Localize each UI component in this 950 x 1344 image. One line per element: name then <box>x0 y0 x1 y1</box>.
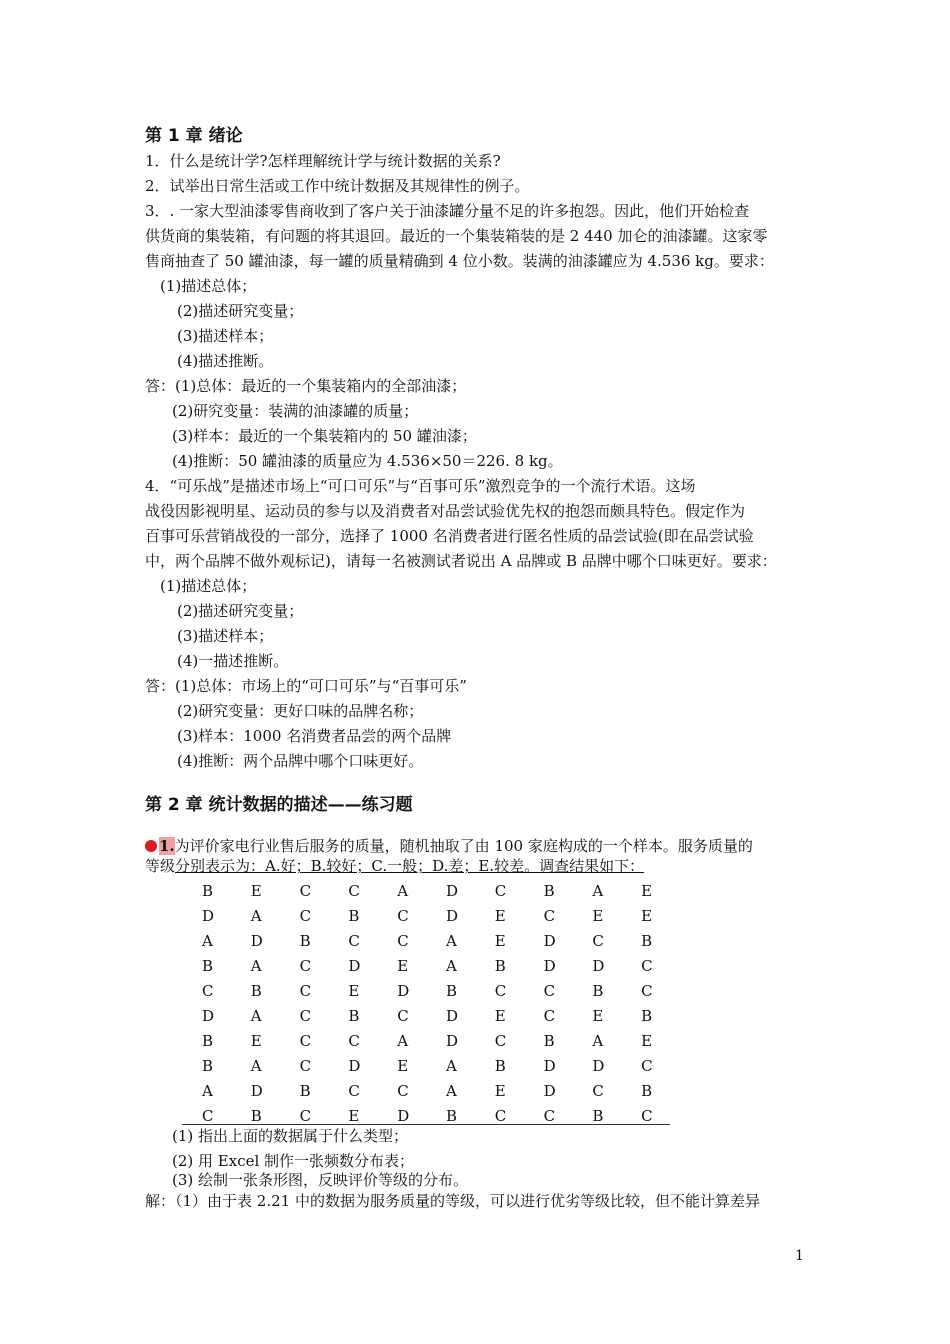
table-cell: B <box>641 931 653 950</box>
table-cell: E <box>250 1031 262 1050</box>
table-cell: C <box>299 1006 312 1025</box>
table-cell: E <box>592 1006 604 1025</box>
ch2-question-1-line1 <box>145 836 753 856</box>
table-cell: C <box>494 1031 507 1050</box>
table-cell: D <box>592 1056 605 1075</box>
table-cell: D <box>543 1056 556 1075</box>
table-cell: D <box>592 956 605 975</box>
ch1-question-1: 1．什么是统计学?怎样理解统计学与统计数据的关系? <box>145 152 501 170</box>
table-row <box>182 1053 670 1078</box>
table-cell: C <box>348 1031 360 1050</box>
table-cell: D <box>543 956 556 975</box>
table-cell: B <box>299 931 311 950</box>
table-cell: C <box>543 1006 556 1025</box>
ch1-q3-task: (2)描述研究变量； <box>177 302 304 320</box>
table-cell: E <box>494 931 506 950</box>
table-cell: B <box>592 981 604 1000</box>
question-text: 为评价家电行业售后服务的质量，随机抽取了由 100 家庭构成的一个样本。服务质量的 <box>174 837 753 855</box>
table-cell: E <box>592 906 604 925</box>
table-cell: D <box>445 1031 459 1050</box>
ch1-question-4-line: 4．“可乐战”是描述市场上“可口可乐”与“百事可乐”激烈竞争的一个流行术语。这场 <box>145 477 696 495</box>
chapter1-title: 第 1 章 绪论 <box>145 126 243 146</box>
table-cell: C <box>494 1106 507 1125</box>
page-number: 1 <box>795 1248 804 1264</box>
table-cell: A <box>445 931 457 950</box>
table-cell: D <box>397 981 410 1000</box>
table-cell: A <box>250 1006 262 1025</box>
table-row <box>182 878 670 903</box>
table-cell: C <box>299 956 312 975</box>
table-cell: C <box>202 1106 214 1125</box>
ch2-q1-task: (2) 用 Excel 制作一张频数分布表； <box>172 1152 415 1170</box>
ch2-q1-task: (3) 绘制一张条形图，反映评价等级的分布。 <box>172 1171 469 1189</box>
ch1-question-4-line: 百事可乐营销战役的一部分，选择了 1000 名消费者进行匿名性质的品尝试验(即在品尝试验 <box>145 527 754 545</box>
table-cell: B <box>202 1031 214 1050</box>
table-cell: D <box>445 906 459 925</box>
table-cell: C <box>299 906 312 925</box>
table-cell: B <box>494 956 506 975</box>
chapter2-title: 第 2 章 统计数据的描述——练习题 <box>145 795 413 815</box>
ch1-q3-task: (1)描述总体； <box>160 277 257 295</box>
table-cell: E <box>250 881 262 900</box>
table-cell: B <box>445 1106 458 1125</box>
table-bottom-rule <box>182 1124 670 1125</box>
ch1-question-4-line: 中，两个品牌不做外观标记)，请每一名被测试者说出 A 品牌或 B 品牌中哪个口味更好。要求： <box>145 552 777 570</box>
table-cell: E <box>494 906 506 925</box>
ch1-q4-task: (1)描述总体； <box>160 577 257 595</box>
table-row <box>182 928 670 953</box>
table-cell: E <box>641 1031 653 1050</box>
ch2-solution: 解：（1）由于表 2.21 中的数据为服务质量的等级，可以进行优劣等级比较，但不能计算差异 <box>145 1192 760 1210</box>
table-cell: A <box>445 1056 457 1075</box>
table-cell: A <box>445 956 457 975</box>
table-row <box>182 1028 670 1053</box>
ch1-question-3-line: 售商抽查了 50 罐油漆，每一罐的质量精确到 4 位小数。装满的油漆罐应为 4.536 kg。要求： <box>145 252 774 270</box>
table-cell: B <box>543 1031 555 1050</box>
table-cell: C <box>397 931 409 950</box>
table-cell: A <box>397 881 409 900</box>
table-cell: A <box>397 1031 409 1050</box>
table-row <box>182 978 670 1003</box>
table-cell: B <box>250 981 262 1000</box>
table-cell: C <box>543 981 556 1000</box>
table-cell: A <box>202 931 213 950</box>
table-cell: C <box>299 1106 312 1125</box>
ch1-question-2: 2．试举出日常生活或工作中统计数据及其规律性的例子。 <box>145 177 530 195</box>
table-cell: D <box>445 881 459 900</box>
table-cell: A <box>592 1031 604 1050</box>
table-cell: B <box>641 1081 653 1100</box>
question-number: 1. <box>159 837 175 855</box>
table-cell: D <box>543 1081 556 1100</box>
table-cell: A <box>250 1056 262 1075</box>
ch1-q4-answer: (4)推断：两个品牌中哪个口味更好。 <box>177 752 424 770</box>
table-cell: B <box>348 1006 360 1025</box>
table-cell: C <box>543 1106 556 1125</box>
table-cell: C <box>299 881 312 900</box>
table-cell: C <box>494 981 507 1000</box>
ch2-q1-task: (1) 指出上面的数据属于什么类型； <box>172 1127 409 1145</box>
table-cell: D <box>202 1006 215 1025</box>
table-cell: B <box>202 881 214 900</box>
table-cell: E <box>348 981 360 1000</box>
ch1-q3-task: (4)描述推断。 <box>177 352 274 370</box>
table-cell: D <box>202 906 215 925</box>
ch1-q4-task: (4)一描述推断。 <box>177 652 289 670</box>
table-cell: E <box>494 1006 506 1025</box>
table-cell: B <box>202 1056 214 1075</box>
table-cell: C <box>348 1081 360 1100</box>
table-cell: C <box>641 956 653 975</box>
table-cell: D <box>250 931 263 950</box>
table-cell: C <box>397 906 409 925</box>
ch1-question-3-line: 供货商的集装箱，有问题的将其退回。最近的一个集装箱装的是 2 440 加仑的油漆罐。这家零 <box>145 227 768 245</box>
table-cell: C <box>397 1006 409 1025</box>
ch1-q4-answer: (2)研究变量：更好口味的品牌名称； <box>177 702 424 720</box>
ch1-question-3-line: 3．. 一家大型油漆零售商收到了客户关于油漆罐分量不足的许多抱怨。因此，他们开始检查 <box>145 202 750 220</box>
table-cell: C <box>299 981 312 1000</box>
table-cell: E <box>348 1106 360 1125</box>
table-cell: B <box>348 906 360 925</box>
ch1-q4-answer: 答：(1)总体：市场上的“可口可乐”与“百事可乐” <box>145 677 467 695</box>
table-cell: C <box>299 1031 312 1050</box>
question-text-underlined: 分别表示为：A.好；B.较好；C.一般；D.差；E.较差。调查结果如下： <box>175 857 645 875</box>
table-cell: C <box>641 981 653 1000</box>
ch1-q4-task: (2)描述研究变量； <box>177 602 304 620</box>
table-cell: C <box>202 981 214 1000</box>
table-cell: C <box>397 1081 409 1100</box>
question-text: 等级 <box>145 857 176 875</box>
table-cell: C <box>641 1106 653 1125</box>
table-cell: A <box>250 906 262 925</box>
table-cell: C <box>348 931 360 950</box>
table-cell: B <box>202 956 214 975</box>
table-cell: C <box>641 1056 653 1075</box>
table-cell: C <box>592 931 604 950</box>
table-cell: C <box>348 881 360 900</box>
ch1-q3-answer: 答：(1)总体：最近的一个集装箱内的全部油漆； <box>145 377 467 395</box>
table-cell: A <box>202 1081 213 1100</box>
table-row <box>182 1003 670 1028</box>
table-cell: E <box>641 881 653 900</box>
table-cell: D <box>348 956 361 975</box>
table-cell: B <box>494 1056 506 1075</box>
table-cell: B <box>543 881 555 900</box>
table-cell: D <box>348 1056 361 1075</box>
table-cell: B <box>592 1106 604 1125</box>
table-cell: A <box>250 956 262 975</box>
table-cell: E <box>397 1056 409 1075</box>
table-row <box>182 903 670 928</box>
grades-table <box>182 878 670 1128</box>
table-cell: C <box>543 906 556 925</box>
table-cell: C <box>592 1081 604 1100</box>
table-cell: B <box>641 1006 653 1025</box>
table-cell: D <box>250 1081 263 1100</box>
ch1-q3-task: (3)描述样本； <box>177 327 274 345</box>
table-cell: A <box>445 1081 457 1100</box>
table-cell: A <box>592 881 604 900</box>
ch2-question-1-line2 <box>145 856 644 876</box>
table-cell: C <box>494 881 507 900</box>
ch1-q4-task: (3)描述样本； <box>177 627 274 645</box>
ch1-question-4-line: 战役因影视明星、运动员的参与以及消费者对品尝试验优先权的抱怨而颇具特色。假定作为 <box>145 502 746 520</box>
ch1-q4-answer: (3)样本：1000 名消费者品尝的两个品牌 <box>177 727 452 745</box>
table-cell: B <box>250 1106 262 1125</box>
table-cell: E <box>494 1081 506 1100</box>
table-cell: E <box>641 906 653 925</box>
table-cell: B <box>299 1081 311 1100</box>
table-cell: D <box>397 1106 410 1125</box>
table-cell: D <box>543 931 556 950</box>
table-cell: E <box>397 956 409 975</box>
table-cell: B <box>445 981 458 1000</box>
table-cell: D <box>445 1006 459 1025</box>
ch1-q3-answer: (4)推断：50 罐油漆的质量应为 4.536×50＝226. 8 kg。 <box>172 452 563 470</box>
table-row <box>182 1078 670 1103</box>
table-cell: C <box>299 1056 312 1075</box>
table-row <box>182 953 670 978</box>
ch1-q3-answer: (2)研究变量：装满的油漆罐的质量； <box>172 402 419 420</box>
ch1-q3-answer: (3)样本：最近的一个集装箱内的 50 罐油漆； <box>172 427 477 445</box>
red-dot-marker-icon <box>145 840 157 852</box>
